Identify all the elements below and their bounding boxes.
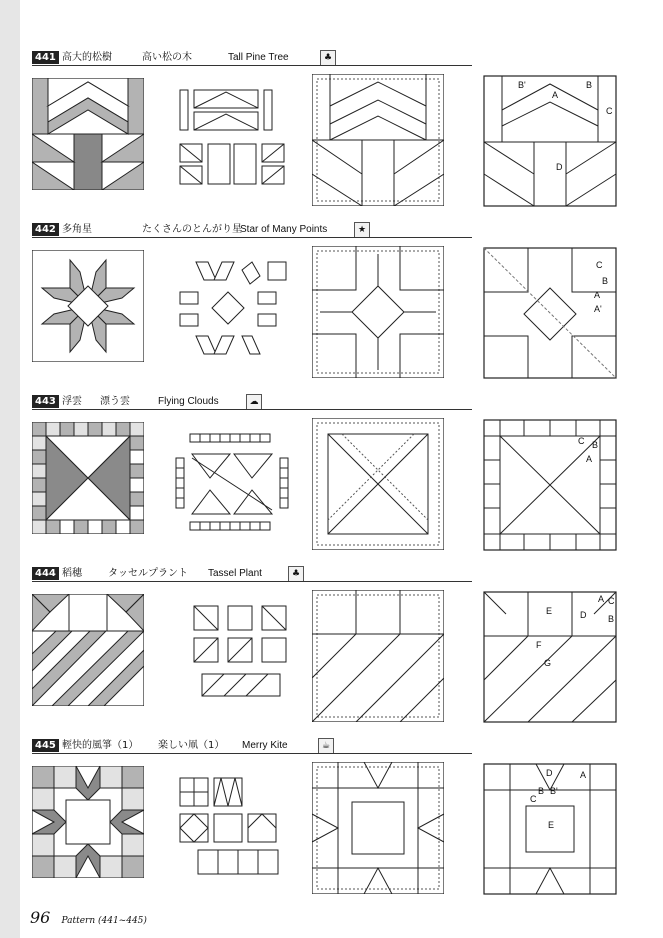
template-diagram [482, 590, 622, 726]
page-range: Pattern (441~445) [61, 916, 147, 926]
piece-label: C [606, 106, 613, 116]
piece-label: C [578, 436, 585, 446]
pattern-name-chinese: 稻穗 [62, 568, 82, 579]
piece-label: B [538, 786, 545, 796]
piece-label: E [546, 606, 553, 616]
block-diagram [32, 250, 144, 362]
star-icon: ★ [354, 222, 370, 238]
pattern-header [32, 222, 472, 238]
pattern-name-chinese: 浮雲 [62, 396, 82, 407]
pattern-name-english: Tassel Plant [208, 568, 262, 579]
block-diagram [32, 78, 144, 190]
pattern-445 [24, 738, 652, 910]
pieces-diagram [172, 602, 292, 714]
piece-label: D [580, 610, 587, 620]
page-number: 96 [30, 908, 51, 927]
template-diagram [482, 418, 622, 554]
piece-label: D [546, 768, 553, 778]
header-rule [32, 581, 472, 582]
piece-label: C [596, 260, 603, 270]
pattern-442 [24, 222, 652, 394]
left-margin-strip [0, 0, 20, 938]
pattern-number: 445 [32, 739, 59, 752]
pattern-name-japanese: たくさんのとんがり星 [142, 224, 242, 235]
page-footer [30, 908, 147, 927]
pattern-number: 442 [32, 223, 59, 236]
quilting-diagram [312, 762, 444, 894]
pattern-name-japanese: タッセルプラント [108, 568, 188, 579]
tree-icon: ♣ [288, 566, 304, 582]
pieces-diagram [172, 86, 292, 198]
piece-label: G [544, 658, 552, 668]
template-diagram [482, 74, 622, 210]
block-diagram [32, 422, 144, 534]
pattern-name-english: Star of Many Points [240, 224, 328, 235]
block-diagram [32, 594, 144, 706]
pattern-name-chinese: 輕快的風箏（1） [62, 740, 139, 751]
pattern-number: 444 [32, 567, 59, 580]
tree-icon: ♣ [320, 50, 336, 66]
pattern-name-chinese: 多角星 [62, 224, 92, 235]
pattern-name-japanese: 高い松の木 [142, 52, 192, 63]
header-rule [32, 237, 472, 238]
quilting-diagram [312, 246, 444, 378]
header-rule [32, 65, 472, 66]
piece-label: B [608, 614, 615, 624]
pieces-diagram [172, 258, 292, 370]
piece-label: A [598, 594, 605, 604]
piece-label: C [608, 596, 615, 606]
pattern-number: 441 [32, 51, 59, 64]
pattern-name-japanese: 楽しい凧（1） [158, 740, 225, 751]
cloud-icon: ☁ [246, 394, 262, 410]
block-diagram [32, 766, 144, 878]
pattern-number: 443 [32, 395, 59, 408]
piece-label: A [580, 770, 587, 780]
piece-label: A [552, 90, 559, 100]
template-diagram [482, 762, 622, 898]
pattern-444 [24, 566, 652, 738]
pieces-diagram [172, 774, 292, 886]
pattern-441 [24, 50, 652, 222]
piece-label: B [586, 80, 593, 90]
piece-label: A [594, 290, 601, 300]
cup-icon: ☕ [318, 738, 334, 754]
piece-label: E [548, 820, 555, 830]
pattern-name-chinese: 高大的松樹 [62, 52, 112, 63]
quilting-diagram [312, 418, 444, 550]
piece-label: B' [550, 786, 558, 796]
pattern-header [32, 738, 472, 754]
pattern-name-english: Tall Pine Tree [228, 52, 289, 63]
piece-label: A [586, 454, 593, 464]
pattern-443 [24, 394, 652, 566]
pattern-name-english: Flying Clouds [158, 396, 219, 407]
piece-label: F [536, 640, 542, 650]
piece-label: B [592, 440, 599, 450]
piece-label: A' [594, 304, 602, 314]
pattern-header [32, 50, 472, 66]
piece-label: B' [518, 80, 526, 90]
piece-label: B [602, 276, 609, 286]
piece-label: D [556, 162, 563, 172]
pattern-name-japanese: 漂う雲 [100, 396, 130, 407]
header-rule [32, 409, 472, 410]
template-diagram [482, 246, 622, 382]
quilting-diagram [312, 74, 444, 206]
pattern-header [32, 566, 472, 582]
pattern-header [32, 394, 472, 410]
piece-label: C [530, 794, 537, 804]
pieces-diagram [172, 430, 292, 542]
pattern-name-english: Merry Kite [242, 740, 288, 751]
quilting-diagram [312, 590, 444, 722]
header-rule [32, 753, 472, 754]
